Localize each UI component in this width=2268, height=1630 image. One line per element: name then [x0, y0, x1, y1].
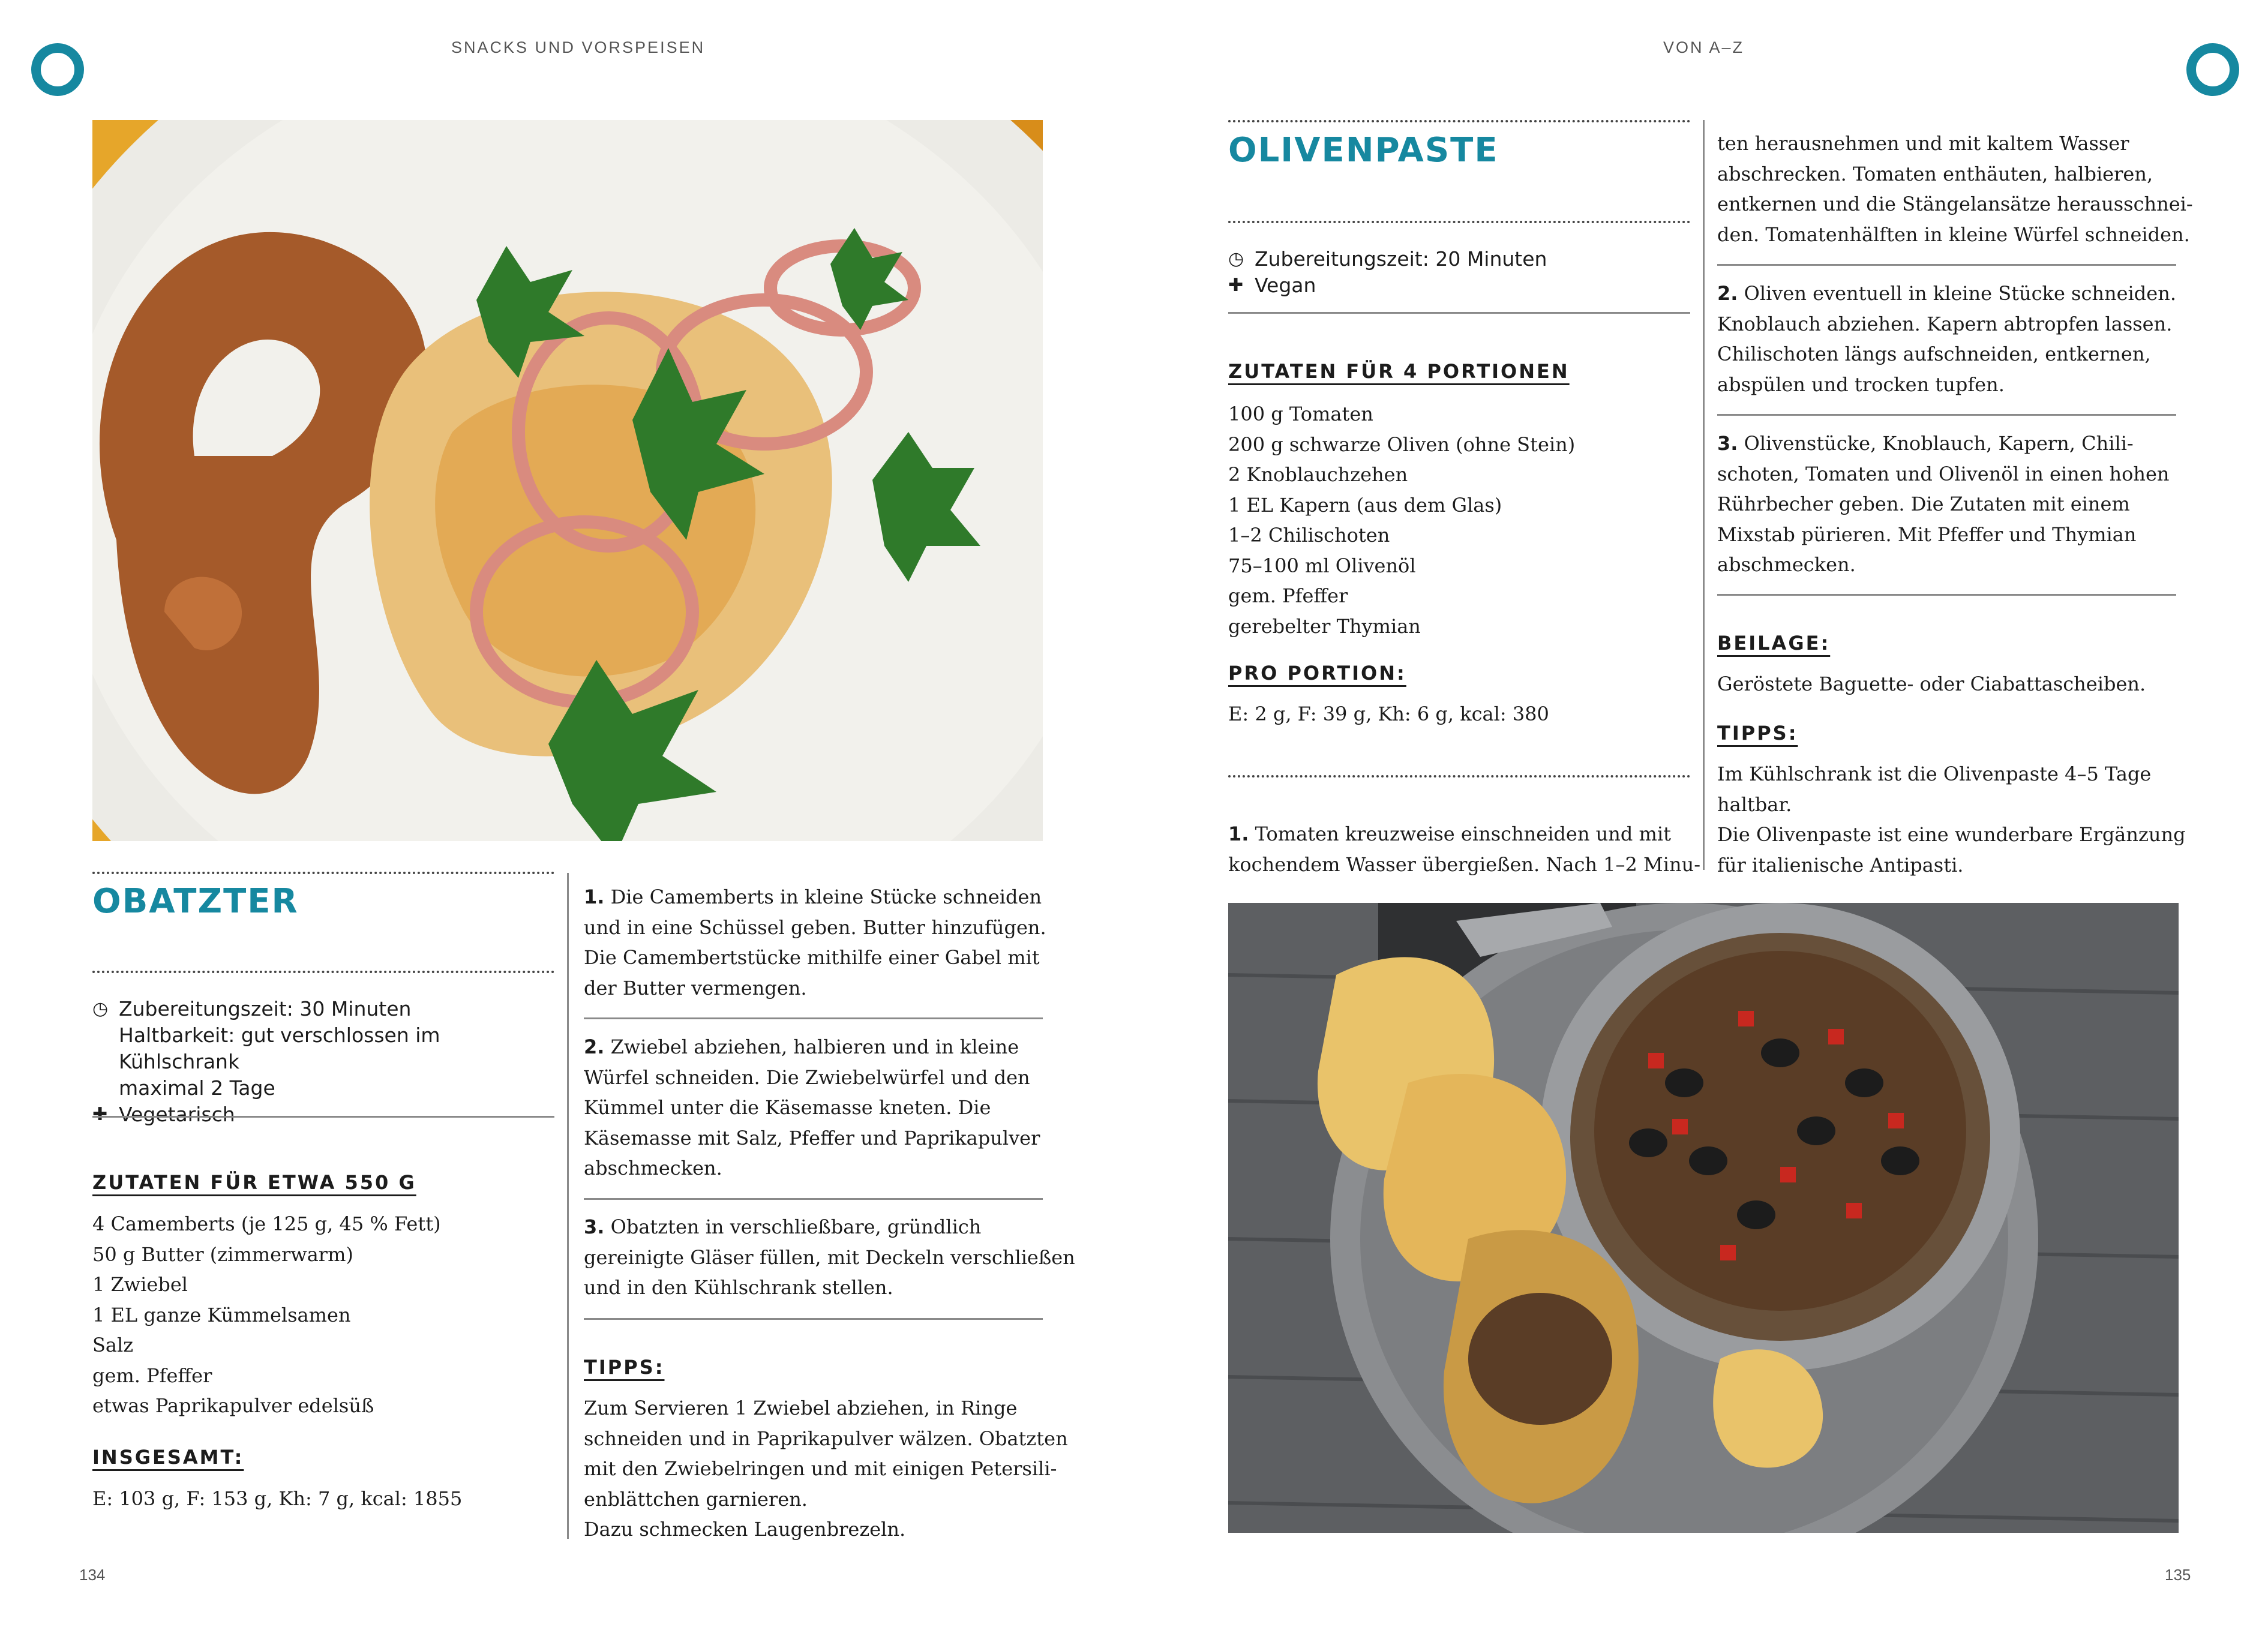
ingredient-item: 2 Knoblauchzehen [1228, 463, 1408, 486]
olivenpaste-nutrition-heading: PRO PORTION: [1228, 662, 1406, 685]
ingredient-item: 1 Zwiebel [92, 1273, 188, 1296]
step-divider [1717, 414, 2176, 416]
meta-time: Zubereitungszeit: 20 Minuten [1255, 247, 1547, 271]
ingredient-item: 1–2 Chilischoten [1228, 524, 1390, 547]
step-text: Kümmel unter die Käsemasse kneten. Die [584, 1096, 991, 1119]
step-divider [1717, 594, 2176, 596]
plus-icon: ✚ [92, 1104, 108, 1125]
olivenpaste-side: Geröstete Baguette- oder Ciabattascheiben. [1717, 673, 2146, 695]
olivenpaste-title-rule-bottom [1228, 221, 1690, 223]
running-head-left: SNACKS UND VORSPEISEN [451, 38, 706, 56]
obatzter-title-rule-top [92, 872, 554, 874]
ingredient-item: 200 g schwarze Oliven (ohne Stein) [1228, 433, 1576, 456]
olivenpaste-side-heading: BEILAGE: [1717, 632, 1831, 655]
olivenpaste-meta-rule [1228, 312, 1690, 314]
meta-diet: Vegan [1255, 274, 1316, 297]
step-divider [584, 1017, 1043, 1019]
ingredient-item: 75–100 ml Olivenöl [1228, 554, 1416, 577]
tip-line: enblättchen garnieren. [584, 1487, 808, 1511]
step-text: Obatzten in verschließbare, gründlich [610, 1215, 982, 1238]
obatzter-ingredient-list [92, 1209, 441, 1421]
step-text: entkernen und die Stängelansätze herausschnei- [1717, 193, 2193, 215]
step-text: Mixstab pürieren. Mit Pfeffer und Thymian [1717, 523, 2137, 546]
olivenpaste-tips-heading: TIPPS: [1717, 722, 1798, 745]
obatzter-tips [584, 1393, 1068, 1545]
step-text: Zwiebel abziehen, halbieren und in kleine [610, 1035, 1019, 1058]
ingredient-item: 1 EL ganze Kümmelsamen [92, 1303, 351, 1326]
step-number: 3. [1717, 432, 1738, 455]
meta-diet: Vegetarisch [119, 1103, 235, 1126]
tip-line: Die Olivenpaste ist eine wunderbare Ergänzung [1717, 823, 2186, 846]
left-ring-icon [31, 43, 84, 96]
step-text: ten herausnehmen und mit kaltem Wasser [1717, 132, 2129, 155]
obatzter-photo [92, 120, 1043, 841]
step-text: kochendem Wasser übergießen. Nach 1–2 Minu- [1228, 852, 1701, 876]
meta-shelf-life: Haltbarkeit: gut verschlossen im Kühlschrank [119, 1023, 440, 1073]
obatzter-nutrition-heading: INSGESAMT: [92, 1446, 244, 1469]
obatzter-meta-rule [92, 1116, 554, 1118]
ingredient-item: 100 g Tomaten [1228, 403, 1373, 425]
olivenpaste-step-rule [1228, 775, 1690, 778]
obatzter-ingredients-heading: ZUTATEN FÜR ETWA 550 G [92, 1171, 416, 1194]
step-text: der Butter vermengen. [584, 976, 807, 999]
plus-icon: ✚ [1228, 275, 1244, 296]
right-column-divider [1703, 120, 1705, 870]
step-number: 1. [584, 885, 605, 908]
obatzter-tips-heading: TIPPS: [584, 1356, 665, 1379]
step-text: Knoblauch abziehen. Kapern abtropfen lassen. [1717, 312, 2173, 335]
ingredient-item: etwas Paprikapulver edelsüß [92, 1394, 374, 1417]
tip-line: mit den Zwiebelringen und mit einigen Petersili- [584, 1457, 1057, 1480]
obatzter-nutrition: E: 103 g, F: 153 g, Kh: 7 g, kcal: 1855 [92, 1487, 463, 1510]
olivenpaste-step-3 [1717, 428, 2170, 580]
step-text: abspülen und trocken tupfen. [1717, 373, 2005, 396]
olivenpaste-tips [1717, 759, 2186, 880]
step-text: Oliven eventuell in kleine Stücke schneiden. [1744, 282, 2176, 305]
step-text: Olivenstücke, Knoblauch, Kapern, Chili- [1744, 432, 2134, 455]
ingredient-item: gem. Pfeffer [92, 1364, 212, 1387]
olivenpaste-title: OLIVENPASTE [1228, 131, 1499, 170]
ingredient-item: 4 Camemberts (je 125 g, 45 % Fett) [92, 1212, 441, 1235]
step-text: Die Camembertstücke mithilfe einer Gabel mit [584, 946, 1040, 969]
step-text: abschmecken. [584, 1157, 722, 1179]
step-text: den. Tomatenhälften in kleine Würfel schneiden. [1717, 223, 2190, 246]
step-text: Käsemasse mit Salz, Pfeffer und Paprikapulver [584, 1126, 1040, 1149]
olivenpaste-title-rule-top [1228, 120, 1690, 122]
step-divider [584, 1318, 1043, 1320]
obatzter-title-rule-bottom [92, 971, 554, 973]
tip-line: für italienische Antipasti. [1717, 853, 1964, 876]
step-text: schoten, Tomaten und Olivenöl in einen hohen [1717, 462, 2170, 485]
step-number: 1. [1228, 822, 1249, 845]
step-divider [584, 1198, 1043, 1200]
tip-line: Zum Servieren 1 Zwiebel abziehen, in Ringe [584, 1397, 1018, 1419]
step-text: Die Camemberts in kleine Stücke schneiden [610, 885, 1042, 908]
step-text: und in eine Schüssel geben. Butter hinzufügen. [584, 915, 1046, 939]
step-text: gereinigte Gläser füllen, mit Deckeln verschließen [584, 1245, 1075, 1269]
obatzter-meta [92, 996, 554, 1128]
olivenpaste-step-1-start [1228, 819, 1700, 879]
olivenpaste-step-2 [1717, 278, 2176, 400]
clock-icon: ◷ [1228, 248, 1244, 269]
step-divider [1717, 264, 2176, 266]
tip-line: Dazu schmecken Laugenbrezeln. [584, 1518, 906, 1541]
step-text: Chilischoten längs aufschneiden, entkernen, [1717, 343, 2151, 365]
step-text: Rührbecher geben. Die Zutaten mit einem [1717, 493, 2130, 515]
step-text: Tomaten kreuzweise einschneiden und mit [1255, 822, 1671, 845]
step-number: 2. [584, 1035, 605, 1058]
running-head-right: VON A–Z [1663, 38, 1745, 56]
obatzter-title: OBATZTER [92, 882, 299, 921]
tip-line: Im Kühlschrank ist die Olivenpaste 4–5 Tage [1717, 763, 2152, 785]
olivenpaste-step-1-cont [1717, 128, 2193, 250]
meta-shelf-life-days: maximal 2 Tage [119, 1076, 275, 1100]
obatzter-step-3 [584, 1212, 1075, 1303]
olivenpaste-photo [1228, 903, 2179, 1533]
olivenpaste-ingredient-list [1228, 399, 1575, 641]
olivenpaste-ingredients-heading: ZUTATEN FÜR 4 PORTIONEN [1228, 360, 1570, 383]
step-text: und in den Kühlschrank stellen. [584, 1276, 893, 1299]
left-column-divider [567, 873, 569, 1539]
obatzter-step-2 [584, 1032, 1040, 1184]
step-text: Würfel schneiden. Die Zwiebelwürfel und den [584, 1065, 1030, 1089]
tip-line: haltbar. [1717, 793, 1792, 816]
meta-time: Zubereitungszeit: 30 Minuten [119, 997, 412, 1020]
ingredient-item: Salz [92, 1334, 134, 1356]
page-number-left: 134 [79, 1566, 106, 1584]
ingredient-item: 50 g Butter (zimmerwarm) [92, 1242, 353, 1266]
step-text: abschmecken. [1717, 553, 1856, 576]
clock-icon: ◷ [92, 998, 109, 1019]
ingredient-item: 1 EL Kapern (aus dem Glas) [1228, 493, 1502, 517]
step-number: 2. [1717, 282, 1738, 305]
olivenpaste-meta [1228, 246, 1690, 299]
ingredient-item: gerebelter Thymian [1228, 614, 1421, 638]
page-number-right: 135 [2165, 1566, 2191, 1584]
right-ring-icon [2186, 43, 2239, 96]
step-text: abschrecken. Tomaten enthäuten, halbieren, [1717, 162, 2153, 185]
tip-line: schneiden und in Paprikapulver wälzen. Obatzten [584, 1427, 1068, 1450]
obatzter-step-1 [584, 882, 1046, 1003]
olivenpaste-nutrition: E: 2 g, F: 39 g, Kh: 6 g, kcal: 380 [1228, 703, 1549, 725]
step-number: 3. [584, 1215, 605, 1238]
ingredient-item: gem. Pfeffer [1228, 584, 1348, 607]
